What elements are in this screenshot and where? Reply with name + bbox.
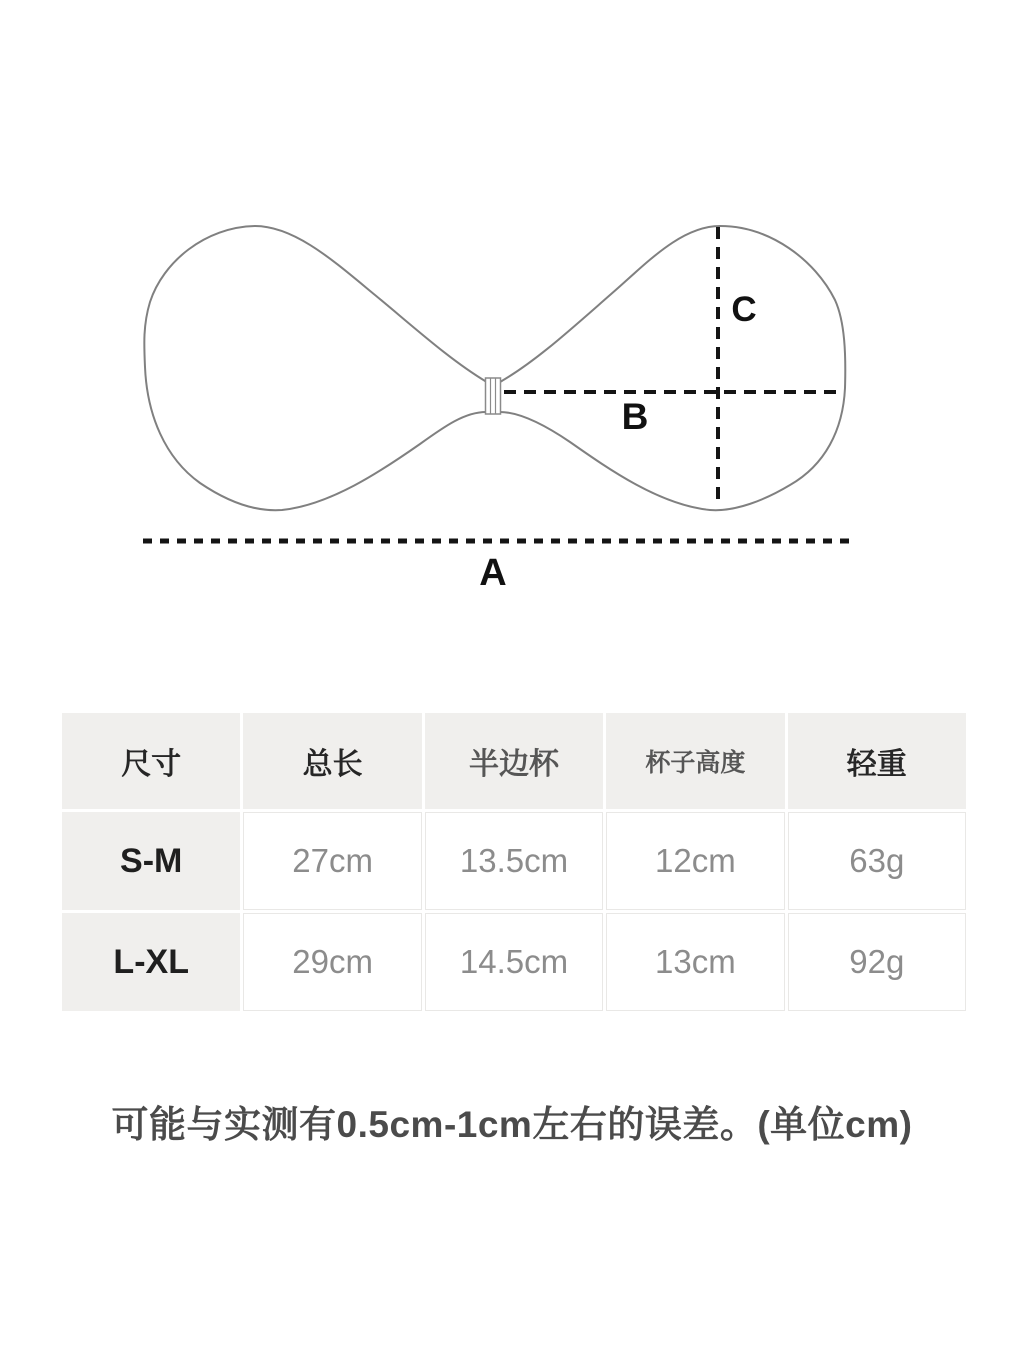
col-header-cup-height: 杯子高度: [606, 713, 784, 809]
row-label-l-xl: L-XL: [62, 913, 240, 1011]
left-cup-outline: [144, 226, 486, 510]
size-table: [62, 713, 966, 1011]
tolerance-note: 可能与实测有0.5cm-1cm左右的误差。(单位cm): [111, 1104, 913, 1145]
measure-label-a: A: [479, 552, 507, 594]
col-header-weight: 轻重: [788, 713, 966, 809]
cell-total-length-l-xl: 29cm: [243, 913, 421, 1011]
col-header-size: 尺寸: [62, 713, 240, 809]
center-clasp-icon: [486, 378, 501, 414]
size-diagram: [0, 180, 1024, 620]
col-header-total-length: 总长: [243, 713, 421, 809]
row-label-s-m: S-M: [62, 812, 240, 910]
right-cup-outline: [500, 226, 845, 510]
cell-cup-height-l-xl: 13cm: [606, 913, 784, 1011]
cell-half-cup-l-xl: 14.5cm: [425, 913, 603, 1011]
cell-weight-s-m: 63g: [788, 812, 966, 910]
cell-cup-height-s-m: 12cm: [606, 812, 784, 910]
measure-label-c: C: [731, 290, 757, 329]
cell-half-cup-s-m: 13.5cm: [425, 812, 603, 910]
col-header-half-cup: 半边杯: [425, 713, 603, 809]
cell-weight-l-xl: 92g: [788, 913, 966, 1011]
cell-total-length-s-m: 27cm: [243, 812, 421, 910]
measure-label-b: B: [621, 396, 649, 437]
